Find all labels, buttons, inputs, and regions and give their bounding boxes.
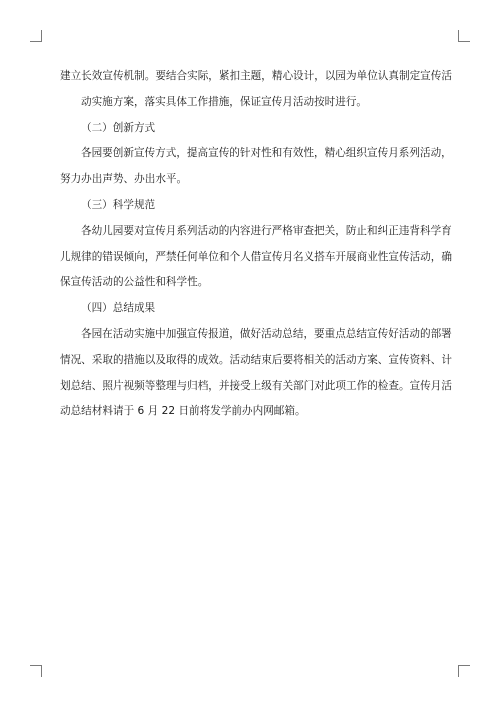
section-heading: （四）总结成果 (81, 302, 156, 315)
body-line: 动实施方案，落实具体工作措施，保证宣传月活动按时进行。 (81, 95, 368, 108)
section-heading: （二）创新方式 (81, 121, 156, 134)
body-line: 各园要创新宣传方式，提高宣传的针对性和有效性，精心组织宣传月系列活动， (81, 147, 452, 160)
body-line: 动总结材料请于 6 月 22 日前将发学前办内网邮箱。 (60, 405, 306, 418)
body-line: 各园在活动实施中加强宣传报道，做好活动总结，要重点总结宣传好活动的部署 (81, 327, 452, 340)
body-line: 建立长效宣传机制。要结合实际，紧扣主题，精心设计，以园为单位认真制定宣传活 (60, 70, 452, 82)
section-heading: （三）科学规范 (81, 198, 156, 211)
body-line: 儿规律的错误倾向，严禁任何单位和个人借宣传月名义搭车开展商业性宣传活动，确 (60, 250, 452, 263)
body-line: 情况、采取的措施以及取得的成效。活动结束后要将相关的活动方案、宣传资料、计 (60, 353, 452, 366)
body-line: 划总结、照片视频等整理与归档，并接受上级有关部门对此项工作的检查。宣传月活 (60, 379, 452, 392)
body-line: 各幼儿园要对宣传月系列活动的内容进行严格审查把关，防止和纠正违背科学育 (81, 224, 452, 237)
document-body (60, 64, 452, 425)
body-line: 努力办出声势、办出水平。 (60, 173, 188, 186)
body-line: 保宣传活动的公益性和科学性。 (60, 276, 209, 289)
